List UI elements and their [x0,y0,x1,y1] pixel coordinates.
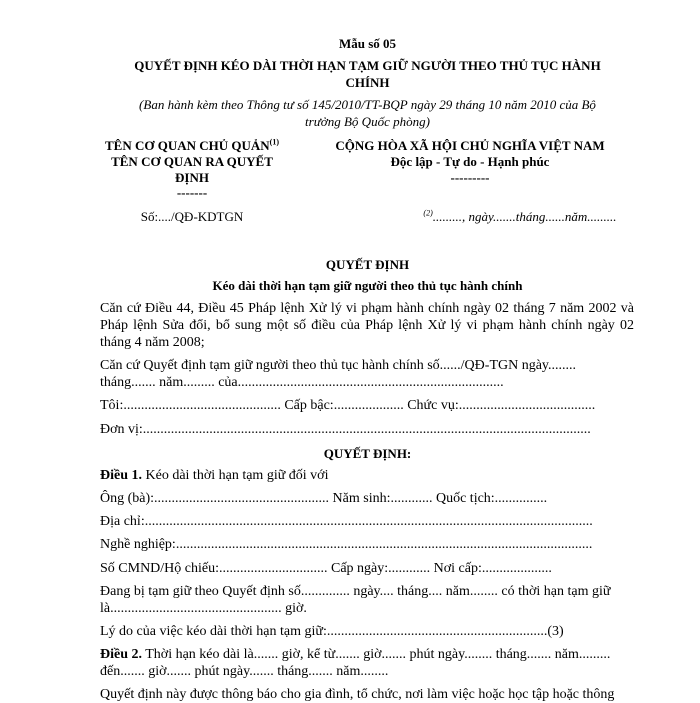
article-1-label: Điều 1. [100,468,142,483]
nation-name: CỘNG HÒA XÃ HỘI CHỦ NGHĨA VIỆT NAM [335,138,605,153]
unit-line: Đơn vị:................................................................................................................................ [100,422,591,437]
footnote-1: (1) [269,137,279,147]
decides-heading: QUYẾT ĐỊNH: [323,446,412,461]
legal-basis-2-line1: Căn cứ Quyết định tạm giữ người theo thủ tục hành chính số....../QĐ-TGN ngày........ [100,358,577,373]
national-motto: Độc lập - Tự do - Hạnh phúc [390,154,550,169]
place-date: $^{(2)}$........., ngày.......tháng......năm......... [423,208,617,224]
right-divider: --------- [450,170,490,185]
person-line: Ông (bà):.................................................. Năm sinh:............ Quốc tịch:............... [100,491,548,506]
form-subtitle-line2: trưởng Bộ Quốc phòng) [305,114,430,129]
closing-line: Quyết định này được thông báo cho gia đình, tổ chức, nơi làm việc hoặc học tập hoặc thông [100,687,615,702]
form-number: Mẫu số 05 [338,36,397,51]
article-2-line2: đến....... giờ....... phút ngày....... tháng....... năm........ [100,664,389,679]
form-subtitle-line1: (Ban hành kèm theo Thông tư số 145/2010/TT-BQP ngày 29 tháng 10 năm 2010 của Bộ [139,97,596,112]
document-number: Số:..../QĐ-KDTGN [140,209,244,224]
detention-line1: Đang bị tạm giữ theo Quyết định số.............. ngày.... tháng.... năm........ có thời hạn tạm giữ [100,584,611,599]
form-title-line2: CHÍNH [345,75,390,90]
article-1-intro: Điều 1. Kéo dài thời hạn tạm giữ đối với [100,468,329,483]
reason-line: Lý do của việc kéo dài thời hạn tạm giữ:...............................................................(3) [100,624,564,639]
officer-line: Tôi:............................................. Cấp bậc:.................... Chức vụ:....................................... [100,398,596,413]
left-divider: ------- [176,185,208,200]
agency-parent: TÊN CƠ QUAN CHỦ QUẢN$^{(1)}$ [105,137,279,153]
legal-basis-1: Căn cứ Điều 44, Điều 45 Pháp lệnh Xử lý vi phạm hành chính ngày 02 tháng 7 năm 2002 và Pháp lệnh Sửa đổi, bổ sung một số điều của Pháp lệnh Xử lý vi phạm hành chính ngày 02 tháng 4 năm 2008; [100,301,634,350]
article-2-label: Điều 2. [100,647,142,662]
agency-issuer-line1: TÊN CƠ QUAN RA QUYẾT [111,154,273,169]
article-2-line1: Điều 2. Thời hạn kéo dài là....... giờ, kể từ....... giờ....... phút ngày........ tháng....... năm......... [100,647,611,662]
decision-heading: QUYẾT ĐỊNH [325,257,410,272]
form-title-line1: QUYẾT ĐỊNH KÉO DÀI THỜI HẠN TẠM GIỮ NGƯỜI THEO THỦ TỤC HÀNH [134,58,601,73]
id-line: Số CMND/Hộ chiếu:............................... Cấp ngày:............ Nơi cấp:.................... [100,561,552,576]
detention-line2: là................................................. giờ. [100,601,307,616]
decision-subheading: Kéo dài thời hạn tạm giữ người theo thủ tục hành chính [212,278,523,293]
agency-issuer-line2: ĐỊNH [175,170,209,185]
address-line: Địa chỉ:................................................................................................................................ [100,514,593,529]
legal-basis-2-line2: tháng....... năm......... của............................................................................ [100,375,504,390]
job-line: Nghề nghiệp:....................................................................................................................... [100,537,593,552]
footnote-2: (2) [423,208,433,218]
